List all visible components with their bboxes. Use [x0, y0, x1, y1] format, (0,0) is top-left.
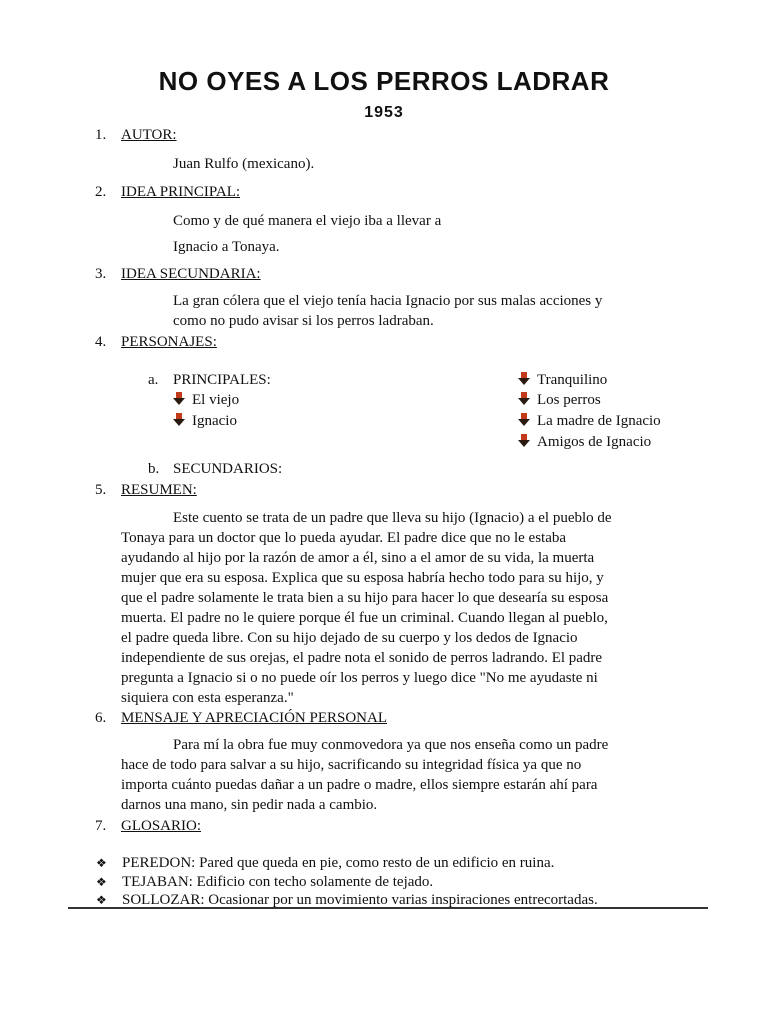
idea-principal-line: Como y de qué manera el viejo iba a llevar a	[173, 213, 442, 229]
list-item: Ignacio	[173, 413, 237, 430]
section-heading-personajes: PERSONAJES:	[121, 334, 217, 350]
glossary-item: ❖ TEJABAN: Edificio con techo solamente de tejado.	[96, 874, 434, 890]
idea-secundaria-line: como no pudo avisar si los perros ladraban.	[173, 313, 434, 329]
section-number: 4.	[95, 334, 107, 350]
section-heading-mensaje: MENSAJE Y APRECIACIÓN PERSONAL	[121, 710, 388, 726]
glossary-item: ❖ SOLLOZAR: Ocasionar por un movimiento varias inspiraciones entrecortadas.	[96, 892, 598, 908]
resumen-line: pregunta a Ignacio si o no puede oír los perros y luego dice "No me ayudaste ni	[121, 670, 598, 686]
resumen-line: Este cuento se trata de un padre que lleva su hijo (Ignacio) a el pueblo de	[173, 510, 612, 526]
principales-label: a.	[148, 372, 159, 388]
idea-principal-line: Ignacio a Tonaya.	[173, 239, 280, 255]
section-heading-glosario: GLOSARIO:	[121, 818, 202, 834]
arrow-down-bullet-icon	[173, 392, 186, 405]
list-item: La madre de Ignacio	[518, 413, 661, 430]
section-heading-autor: AUTOR:	[121, 127, 177, 143]
section-number: 7.	[95, 818, 107, 834]
section-number: 2.	[95, 184, 107, 200]
arrow-down-bullet-icon	[518, 413, 531, 426]
autor-text: Juan Rulfo (mexicano).	[173, 156, 315, 172]
glossary-item: ❖ PEREDON: Pared que queda en pie, como resto de un edificio en ruina.	[96, 855, 555, 871]
mensaje-line: importa cuánto puedas dañar a un padre o madre, ellos siempre estarán ahí para	[121, 777, 598, 793]
arrow-down-bullet-icon	[173, 413, 186, 426]
list-item: Amigos de Ignacio	[518, 434, 651, 451]
document-year: 1953	[364, 104, 404, 121]
resumen-line: independiente de sus orejas, el padre nota el sonido de perros ladrando. El padre	[121, 650, 603, 666]
resumen-line: mujer que era su esposa. Explica que su esposa habría hecho todo para su hijo, y	[121, 570, 604, 586]
resumen-line: que el padre solamente le trata bien a su hijo para hacer lo que desearía su esposa	[121, 590, 609, 606]
arrow-down-bullet-icon	[518, 392, 531, 405]
principales-heading: PRINCIPALES:	[173, 372, 271, 388]
section-number: 6.	[95, 710, 107, 726]
mensaje-line: Para mí la obra fue muy conmovedora ya que nos enseña como un padre	[173, 737, 609, 753]
resumen-line: siquiera con esta esperanza."	[121, 690, 294, 706]
list-item: Tranquilino	[518, 372, 607, 389]
document-title: NO OYES A LOS PERROS LADRAR	[158, 66, 610, 96]
secundarios-label: b.	[148, 461, 160, 477]
mensaje-line: hace de todo para salvar a su hijo, sacrificando su integridad física ya que no	[121, 757, 582, 773]
page-divider	[68, 907, 708, 909]
section-heading-idea-principal: IDEA PRINCIPAL:	[121, 184, 241, 200]
list-item: Los perros	[518, 392, 601, 409]
resumen-line: ayudando al hijo por la razón de amor a él, sino a el amor de su vida, la muerta	[121, 550, 595, 566]
section-number: 3.	[95, 266, 107, 282]
mensaje-line: darnos una mano, sin pedir nada a cambio.	[121, 797, 378, 813]
secundarios-heading: SECUNDARIOS:	[173, 461, 283, 477]
list-item: El viejo	[173, 392, 239, 409]
idea-secundaria-line: La gran cólera que el viejo tenía hacia Ignacio por sus malas acciones y	[173, 293, 603, 309]
resumen-line: el padre queda libre. Con su hijo dejado de su cuerpo y los dedos de Ignacio	[121, 630, 578, 646]
arrow-down-bullet-icon	[518, 434, 531, 447]
arrow-down-bullet-icon	[518, 372, 531, 385]
resumen-line: Tonaya para un doctor que lo pueda ayudar. El padre dice que no le estaba	[121, 530, 567, 546]
resumen-line: muerta. El padre no le quiere porque él fue un criminal. Cuando llegan al pueblo,	[121, 610, 608, 626]
section-heading-idea-secundaria: IDEA SECUNDARIA:	[121, 266, 261, 282]
diamond-bullet-icon: ❖	[96, 875, 107, 889]
section-heading-resumen: RESUMEN:	[121, 482, 197, 498]
section-number: 5.	[95, 482, 107, 498]
diamond-bullet-icon: ❖	[96, 856, 107, 870]
diamond-bullet-icon: ❖	[96, 893, 107, 907]
section-number: 1.	[95, 127, 107, 143]
